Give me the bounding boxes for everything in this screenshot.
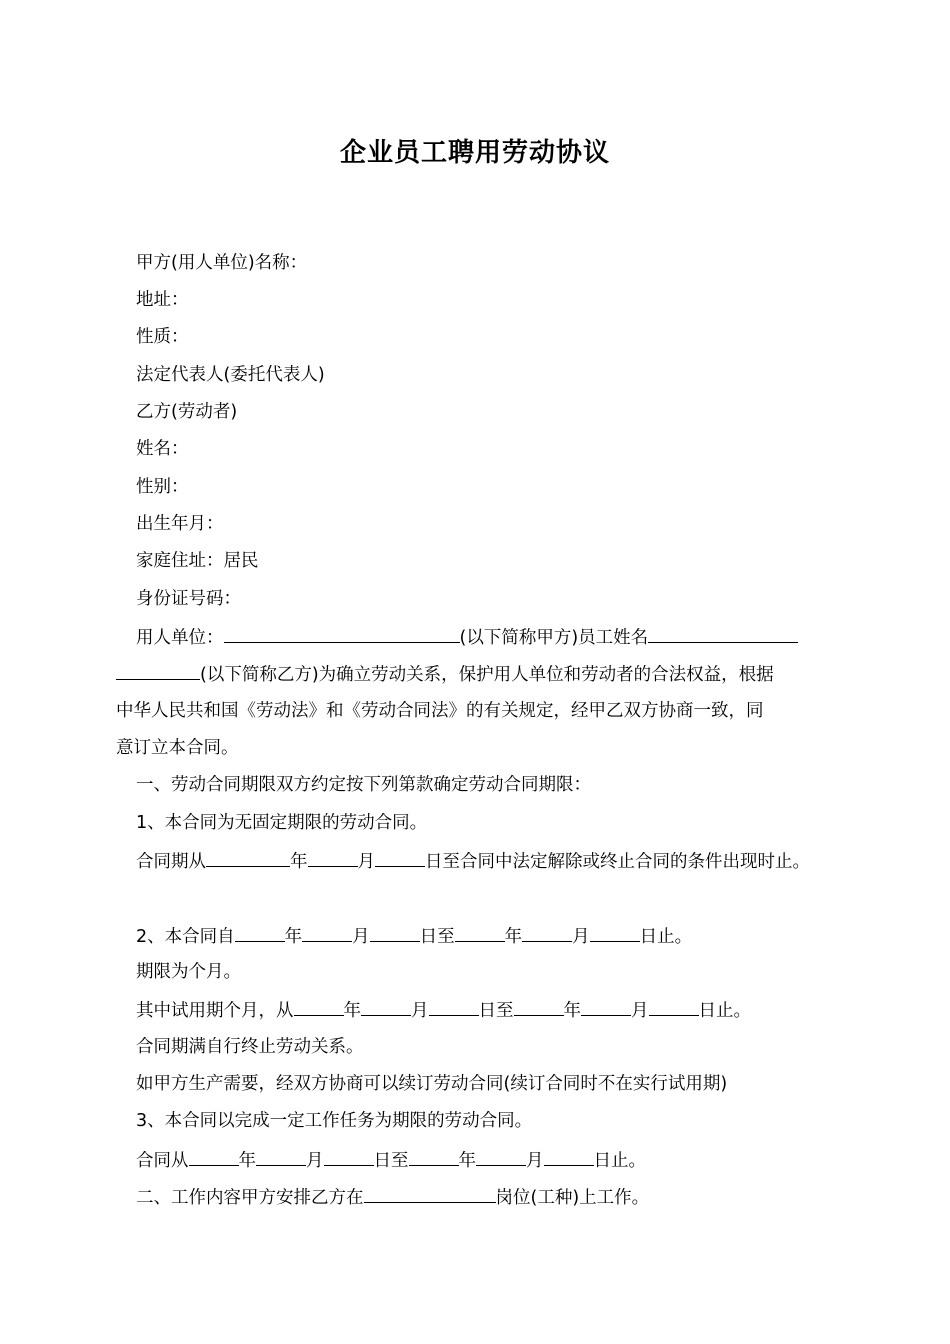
text: 日至 <box>419 927 455 947</box>
text: 月 <box>526 1151 544 1171</box>
text: 日止。 <box>698 1001 751 1021</box>
month-blank[interactable] <box>361 997 411 1016</box>
text: 日至 <box>373 1151 409 1171</box>
party-a-nature-label: 性质： <box>136 327 189 347</box>
intro-text: (以下简称乙方)为确立劳动关系，保护用人单位和劳动者的合法权益，根据 <box>200 665 774 685</box>
intro-line-2 <box>116 661 774 687</box>
text: 月 <box>306 1151 324 1171</box>
party-b-heading: 乙方(劳动者) <box>136 402 238 422</box>
day-blank[interactable] <box>590 923 640 942</box>
text: 日止。 <box>593 1151 646 1171</box>
party-a-name-label: 甲方(用人单位)名称： <box>136 253 308 273</box>
text: 日至合同中法定解除或终止合同的条件出现时止。 <box>425 852 810 872</box>
day-blank[interactable] <box>375 848 425 867</box>
intro-line-1 <box>136 624 798 650</box>
trial-period <box>136 997 751 1023</box>
text: 年 <box>343 1001 361 1021</box>
party-a-representative-label: 法定代表人(委托代表人) <box>136 365 325 385</box>
day-blank[interactable] <box>544 1147 594 1166</box>
intro-line-3: 中华人民共和国《劳动法》和《劳动合同法》的有关规定，经甲乙双方协商一致，同 <box>116 701 764 721</box>
intro-line-4: 意订立本合同。 <box>116 738 239 758</box>
year-blank[interactable] <box>206 848 290 867</box>
text: 合同期从 <box>136 852 206 872</box>
employee-name-blank[interactable] <box>648 624 798 643</box>
item-3-period <box>136 1147 646 1173</box>
intro-employee-label: (以下简称甲方)员工姓名 <box>459 628 649 648</box>
text: 其中试用期个月，从 <box>136 1001 294 1021</box>
day-blank[interactable] <box>429 997 479 1016</box>
section-1-heading: 一、劳动合同期限双方约定按下列第款确定劳动合同期限： <box>136 775 591 795</box>
year-blank[interactable] <box>235 923 285 942</box>
party-b-gender-label: 性别： <box>136 477 189 497</box>
party-a-address-label: 地址： <box>136 290 189 310</box>
day-blank[interactable] <box>324 1147 374 1166</box>
party-b-birth-label: 出生年月： <box>136 514 224 534</box>
position-blank[interactable] <box>364 1184 496 1203</box>
term-text: 期限为个月。 <box>136 962 241 982</box>
text: 年 <box>458 1151 476 1171</box>
text: 月 <box>572 927 590 947</box>
item-2 <box>136 923 692 949</box>
item-3: 3、本合同以完成一定工作任务为期限的劳动合同。 <box>136 1111 533 1131</box>
text: 月 <box>411 1001 429 1021</box>
day-blank[interactable] <box>649 997 699 1016</box>
employee-name-blank-cont[interactable] <box>116 661 200 680</box>
year-blank[interactable] <box>294 997 344 1016</box>
renew-text: 如甲方生产需要，经双方协商可以续订劳动合同(续订合同时不在实行试用期) <box>136 1074 728 1094</box>
text: 年 <box>504 927 523 947</box>
text: 月 <box>357 852 375 872</box>
document-title: 企业员工聘用劳动协议 <box>339 138 610 168</box>
month-blank[interactable] <box>308 848 358 867</box>
employer-name-blank[interactable] <box>224 624 460 643</box>
day-blank[interactable] <box>370 923 420 942</box>
text: 日至 <box>478 1001 514 1021</box>
party-b-id-label: 身份证号码： <box>136 589 241 609</box>
text: 2、本合同自 <box>136 927 235 947</box>
year-blank[interactable] <box>455 923 505 942</box>
employer-label: 用人单位： <box>136 628 224 648</box>
party-b-name-label: 姓名： <box>136 439 189 459</box>
item-1: 1、本合同为无固定期限的劳动合同。 <box>136 813 428 833</box>
text: 日止。 <box>639 927 693 947</box>
text: 月 <box>631 1001 649 1021</box>
text: 二、工作内容甲方安排乙方在 <box>136 1188 364 1208</box>
expire-text: 合同期满自行终止劳动关系。 <box>136 1037 364 1057</box>
month-blank[interactable] <box>522 923 572 942</box>
section-2-heading <box>136 1184 649 1210</box>
month-blank[interactable] <box>581 997 631 1016</box>
text: 合同从 <box>136 1151 189 1171</box>
party-b-address-label: 家庭住址：居民 <box>136 551 259 571</box>
month-blank[interactable] <box>476 1147 526 1166</box>
item-1-period <box>136 848 810 874</box>
text: 年 <box>290 852 308 872</box>
month-blank[interactable] <box>302 923 352 942</box>
text: 年 <box>238 1151 256 1171</box>
month-blank[interactable] <box>256 1147 306 1166</box>
text: 岗位(工种)上工作。 <box>495 1188 650 1208</box>
text: 月 <box>352 927 370 947</box>
year-blank[interactable] <box>189 1147 239 1166</box>
text: 年 <box>563 1001 581 1021</box>
year-blank[interactable] <box>514 997 564 1016</box>
text: 年 <box>284 927 303 947</box>
year-blank[interactable] <box>409 1147 459 1166</box>
